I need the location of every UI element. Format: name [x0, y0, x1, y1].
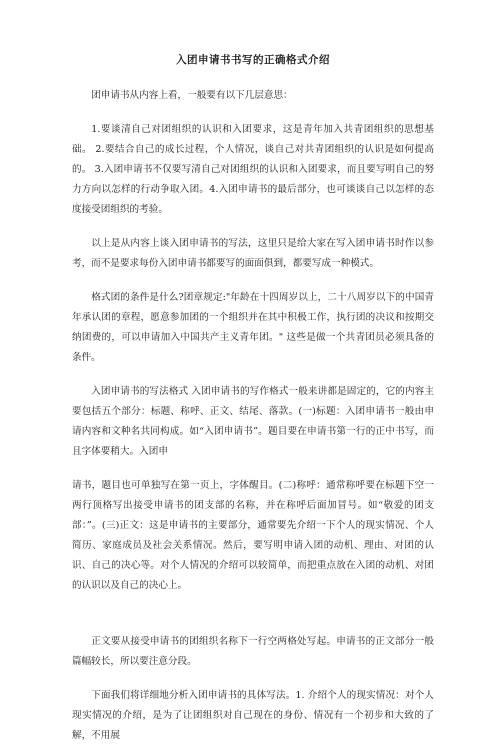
- paragraph-format-details: 请书，题目也可单独写在第一页上，字体醒目。(二)称呼：通常称呼要在标题下空一两行顶格写出接受申请书的团支部的名称，并在称呼后面加冒号。如“敬爱的团支部：”。(三)正文：这是申请书的主要部分，通常要先介绍一下个人的现实情况、个人简历、家庭成员及社会关系情况。然后，要写明申请入团的动机、理由、对团的认识、自己的决心等。对个人情况的介绍可以较简单，而把重点放在入团的动机、对团的认识以及自己的决心上。: [72, 480, 434, 591]
- paragraph-gap: [72, 220, 434, 234]
- paragraph-detailed-analysis: 下面我们将详细地分析入团申请书的具体写法。1. 介绍个人的现实情况：对个人现实情况的介绍，是为了让团组织对自己现在的身份、情况有一个初步和大致的了解，不用展: [72, 690, 434, 741]
- paragraph-gap: [72, 672, 434, 686]
- paragraph-gap: [72, 274, 434, 288]
- paragraph-membership-conditions: 格式团的条件是什么?团章规定:"年龄在十四周岁以上，二十八周岁以下的中国青年承认团的章程，愿意参加团的一个组织并在其中积极工作，执行团的决议和按期交纳团费的，可以申请加入中国共产主义青年团。" 这些是做一个共青团员必须具备的条件。: [72, 292, 434, 363]
- paragraph-reference-note: 以上是从内容上谈入团申请书的写法，这里只是给大家在写入团申请书时作以参考，而不是要求每份入团申请书都要写的面面俱到，都要写成一种模式。: [72, 238, 434, 269]
- paragraph-body-start: 正文要从接受申请书的团组织名称下一行空两格处写起。申请书的正文部分一般篇幅较长，所以要注意分段。: [72, 636, 434, 667]
- paragraph-intro: 团申请书从内容上看，一般要有以下几层意思：: [91, 90, 293, 101]
- paragraph-format-intro: 入团申请书的写法格式 入团申请书的写作格式一般来讲都是固定的，它的内容主要包括五个部分：标题、称呼、正文、结尾、落款。(一)标题：入团申请书一般由申请内容和文种名共同构成。如“入团申请书”。题目要在申请书第一行的正中书写，而且字体要稍大。入团申: [72, 386, 434, 457]
- paragraph-gap: [72, 462, 434, 476]
- paragraph-gap: [72, 368, 434, 382]
- paragraph-content-points: 1.要谈清自己对团组织的认识和入团要求，这是青年加入共青团组织的思想基础。 2.要结合自己的成长过程，个人情况，谈自己对共青团组织的认识是如何提高的。 3.入团申请书不仅要写清自己对团组织的认识和入团要求，而且要写明自己的努力方向以怎样的行动争取入团。4.入团申请书的最后部分，也可谈谈自己以怎样的态度接受团组织的考验。: [72, 124, 434, 215]
- paragraph-gap: [72, 596, 434, 632]
- paragraph-gap: [72, 106, 434, 120]
- document-title: 入团申请书书写的正确格式介绍: [176, 54, 330, 66]
